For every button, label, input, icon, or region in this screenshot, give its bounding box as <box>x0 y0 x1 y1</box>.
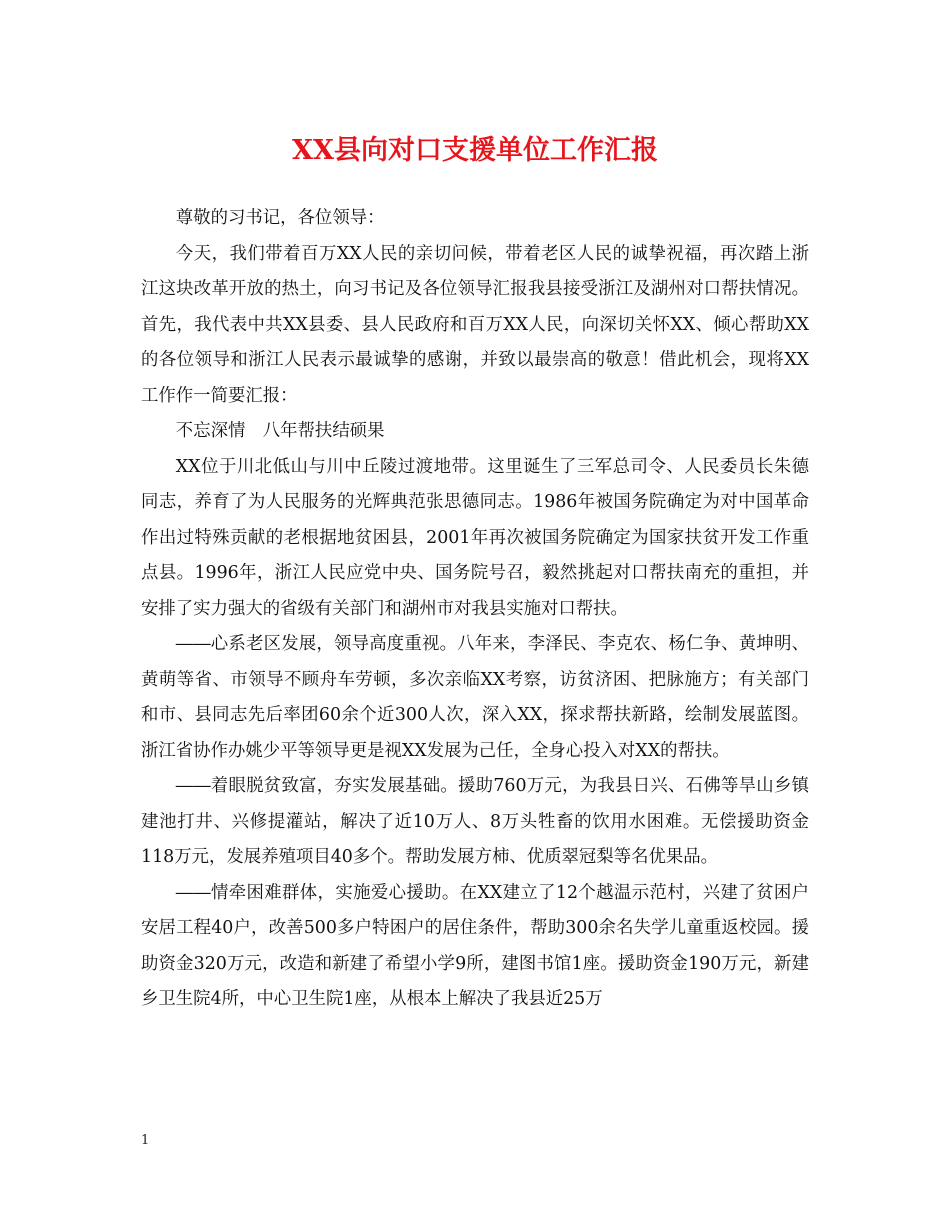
document-title: XX县向对口支援单位工作汇报 <box>292 135 658 166</box>
poverty-relief-paragraph: ――着眼脱贫致富，夯实发展基础。援助760万元，为我县日兴、石佛等旱山乡镇建池打井、兴修提灌站，解决了近10万人、8万头牲畜的饮用水困难。无偿援助资金118万元，发展养殖项目40多个。帮助发展方柿、优质翠冠梨等名优果品。 <box>141 776 809 867</box>
leadership-paragraph: ――心系老区发展，领导高度重视。八年来，李泽民、李克农、杨仁争、黄坤明、黄萌等省、市领导不顾舟车劳顿，多次亲临XX考察，访贫济困、把脉施方；有关部门和市、县同志先后率团60余个近300人次，深入XX，探求帮扶新路，绘制发展蓝图。浙江省协作办姚少平等领导更是视XX发展为己任，全身心投入对XX的帮扶。 <box>141 634 809 761</box>
intro-paragraph: 今天，我们带着百万XX人民的亲切问候，带着老区人民的诚挚祝福，再次踏上浙江这块改革开放的热土，向习书记及各位领导汇报我县接受浙江及湖州对口帮扶情况。首先，我代表中共XX县委、县人民政府和百万XX人民，向深切关怀XX、倾心帮助XX的各位领导和浙江人民表示最诚挚的感谢，并致以最崇高的敬意！借此机会，现将XX工作作一简要汇报： <box>141 243 809 406</box>
section-heading: 不忘深情 八年帮扶结硕果 <box>175 421 385 441</box>
page-number: 1 <box>141 1133 150 1148</box>
document-body <box>141 201 809 1018</box>
salutation-paragraph: 尊敬的习书记，各位领导： <box>175 208 385 228</box>
aid-paragraph: ――情牵困难群体，实施爱心援助。在XX建立了12个越温示范村，兴建了贫困户安居工程40户，改善500多户特困户的居住条件，帮助300余名失学儿童重返校园。援助资金320万元，改造和新建了希望小学9所，建图书馆1座。援助资金190万元，新建乡卫生院4所，中心卫生院1座，从根本上解决了我县近25万 <box>141 882 809 1009</box>
background-paragraph: XX位于川北低山与川中丘陵过渡地带。这里诞生了三军总司令、人民委员长朱德同志，养育了为人民服务的光辉典范张思德同志。1986年被国务院确定为对中国革命作出过特殊贡献的老根据地贫困县，2001年再次被国务院确定为国家扶贫开发工作重点县。1996年，浙江人民应党中央、国务院号召，毅然挑起对口帮扶南充的重担，并安排了实力强大的省级有关部门和湖州市对我县实施对口帮扶。 <box>141 456 809 619</box>
